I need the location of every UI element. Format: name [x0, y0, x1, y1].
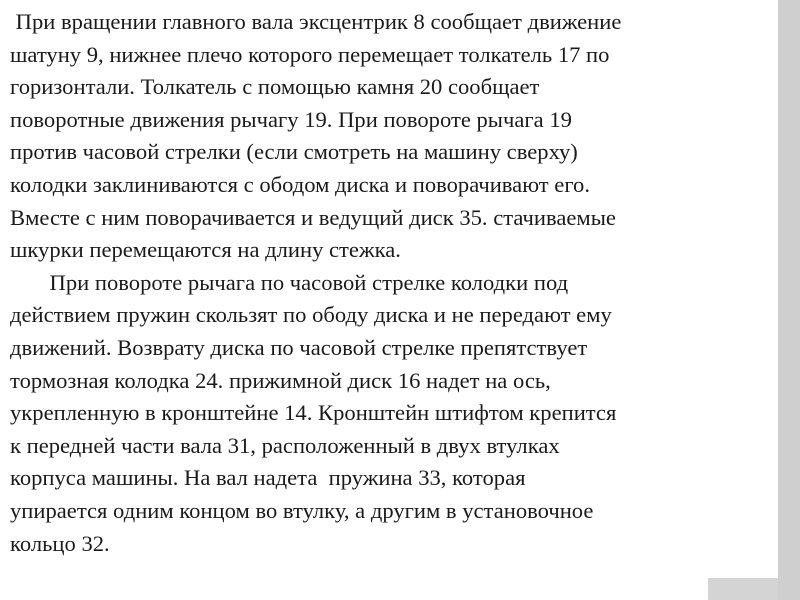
text-line: горизонтали. Толкатель с помощью камня 20 сообщает — [10, 74, 540, 100]
text-line: движений. Возврату диска по часовой стрелке препятствует — [10, 334, 588, 360]
paragraph-1 — [10, 6, 780, 267]
decorative-corner-block — [708, 578, 778, 600]
paragraph-2 — [10, 267, 780, 560]
text-line: тормозная колодка 24. прижимной диск 16 надет на ось, — [10, 367, 551, 393]
text-line: действием пружин скользят по ободу диска и не передают ему — [10, 302, 612, 328]
text-line: к передней части вала 31, расположенный в двух втулках — [10, 432, 560, 458]
decorative-side-band — [778, 0, 800, 600]
text-line: укрепленную в кронштейне 14. Кронштейн штифтом крепится — [10, 400, 617, 426]
text-line: упирается одним концом во втулку, а другим в установочное — [10, 497, 594, 523]
slide-text-body — [10, 6, 780, 560]
text-line: колодки заклиниваются с ободом диска и поворачивают его. — [10, 171, 590, 197]
text-line: кольцо 32. — [10, 530, 110, 556]
text-line: При повороте рычага по часовой стрелке колодки под — [10, 269, 569, 295]
text-line: шатуну 9, нижнее плечо которого перемещает толкатель 17 по — [10, 41, 610, 67]
text-line: шкурки перемещаются на длину стежка. — [10, 237, 401, 263]
text-line: Вместе с ним поворачивается и ведущий диск 35. стачиваемые — [10, 204, 616, 230]
text-line: поворотные движения рычагу 19. При повороте рычага 19 — [10, 106, 572, 132]
text-line: против часовой стрелки (если смотреть на машину сверху) — [10, 139, 578, 165]
text-line: корпуса машины. На вал надета пружина 33, которая — [10, 465, 526, 491]
text-line: При вращении главного вала эксцентрик 8 сообщает движение — [10, 9, 622, 34]
